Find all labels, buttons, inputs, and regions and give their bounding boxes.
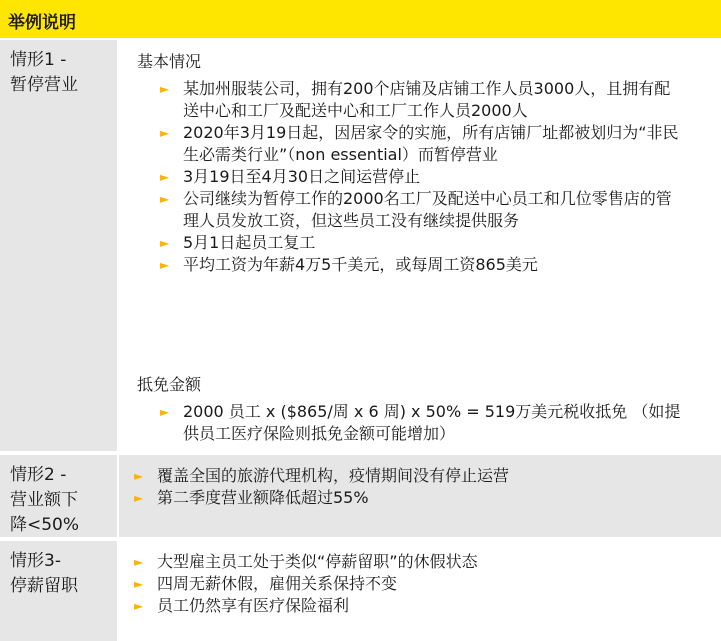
scenario-row-1 bbox=[0, 40, 721, 451]
list-item: ► 四周无薪休假，雇佣关系保持不变 bbox=[134, 574, 398, 593]
scenario-2-list bbox=[126, 465, 686, 509]
triangle-bullet-icon: ► bbox=[160, 192, 170, 206]
section-title-basic: 基本情况 bbox=[137, 52, 202, 71]
list-item: ► 员工仍然享有医疗保险福利 bbox=[134, 596, 350, 615]
triangle-bullet-icon: ► bbox=[134, 491, 144, 505]
scenario-label-cell bbox=[0, 40, 117, 451]
list-item: ► 某加州服装公司，拥有200个店铺及店铺工作人员3000人，且拥有配送中心和工厂及配送中心和工厂工作人员2000人 bbox=[160, 79, 671, 120]
scenario-label: 情形3- 停薪留职 bbox=[10, 551, 78, 596]
table-header bbox=[0, 0, 721, 40]
scenario-label: 情形2 - 营业额下 降<50% bbox=[10, 465, 80, 535]
triangle-bullet-icon: ► bbox=[160, 126, 170, 140]
triangle-bullet-icon: ► bbox=[134, 599, 144, 613]
triangle-bullet-icon: ► bbox=[160, 258, 170, 272]
triangle-bullet-icon: ► bbox=[160, 236, 170, 250]
list-item: ► 平均工资为年薪4万5千美元，或每周工资865美元 bbox=[160, 255, 538, 274]
triangle-bullet-icon: ► bbox=[160, 405, 170, 419]
triangle-bullet-icon: ► bbox=[160, 170, 170, 184]
scenario-label: 情形1 - 暂停营业 bbox=[10, 50, 78, 95]
scenario-details bbox=[119, 541, 721, 641]
scenario-3-list bbox=[126, 551, 686, 617]
triangle-bullet-icon: ► bbox=[134, 577, 144, 591]
triangle-bullet-icon: ► bbox=[134, 555, 144, 569]
list-item: ► 第二季度营业额降低超过55% bbox=[134, 488, 369, 507]
list-item: ► 3月19日至4月30日之间运营停止 bbox=[160, 167, 421, 186]
triangle-bullet-icon: ► bbox=[160, 82, 170, 96]
credit-amount-list bbox=[152, 401, 682, 445]
list-item: ► 2020年3月19日起，因居家令的实施，所有店铺厂址都被划归为“非民生必需类行业”（non essential）而暂停营业 bbox=[160, 123, 679, 164]
list-item: ► 5月1日起员工复工 bbox=[160, 233, 316, 252]
scenario-label-cell bbox=[0, 541, 117, 641]
basic-situation-list bbox=[152, 78, 682, 276]
scenario-details bbox=[119, 40, 721, 451]
table-title: 举例说明 bbox=[8, 13, 76, 33]
scenario-label-cell bbox=[0, 455, 117, 537]
scenario-row-3 bbox=[0, 541, 721, 641]
scenario-row-2 bbox=[0, 455, 721, 537]
section-title-credit: 抵免金额 bbox=[137, 375, 202, 394]
scenario-details bbox=[119, 455, 721, 537]
list-item: ► 2000 员工 x ($865/周 x 6 周) x 50% = 519万美元税收抵免 （如提供员工医疗保险则抵免金额可能增加） bbox=[160, 402, 681, 443]
list-item: ► 覆盖全国的旅游代理机构，疫情期间没有停止运营 bbox=[134, 466, 510, 485]
list-item: ► 公司继续为暂停工作的2000名工厂及配送中心员工和几位零售店的管理人员发放工资，但这些员工没有继续提供服务 bbox=[160, 189, 672, 230]
list-item: ► 大型雇主员工处于类似“停薪留职”的休假状态 bbox=[134, 552, 478, 571]
triangle-bullet-icon: ► bbox=[134, 469, 144, 483]
